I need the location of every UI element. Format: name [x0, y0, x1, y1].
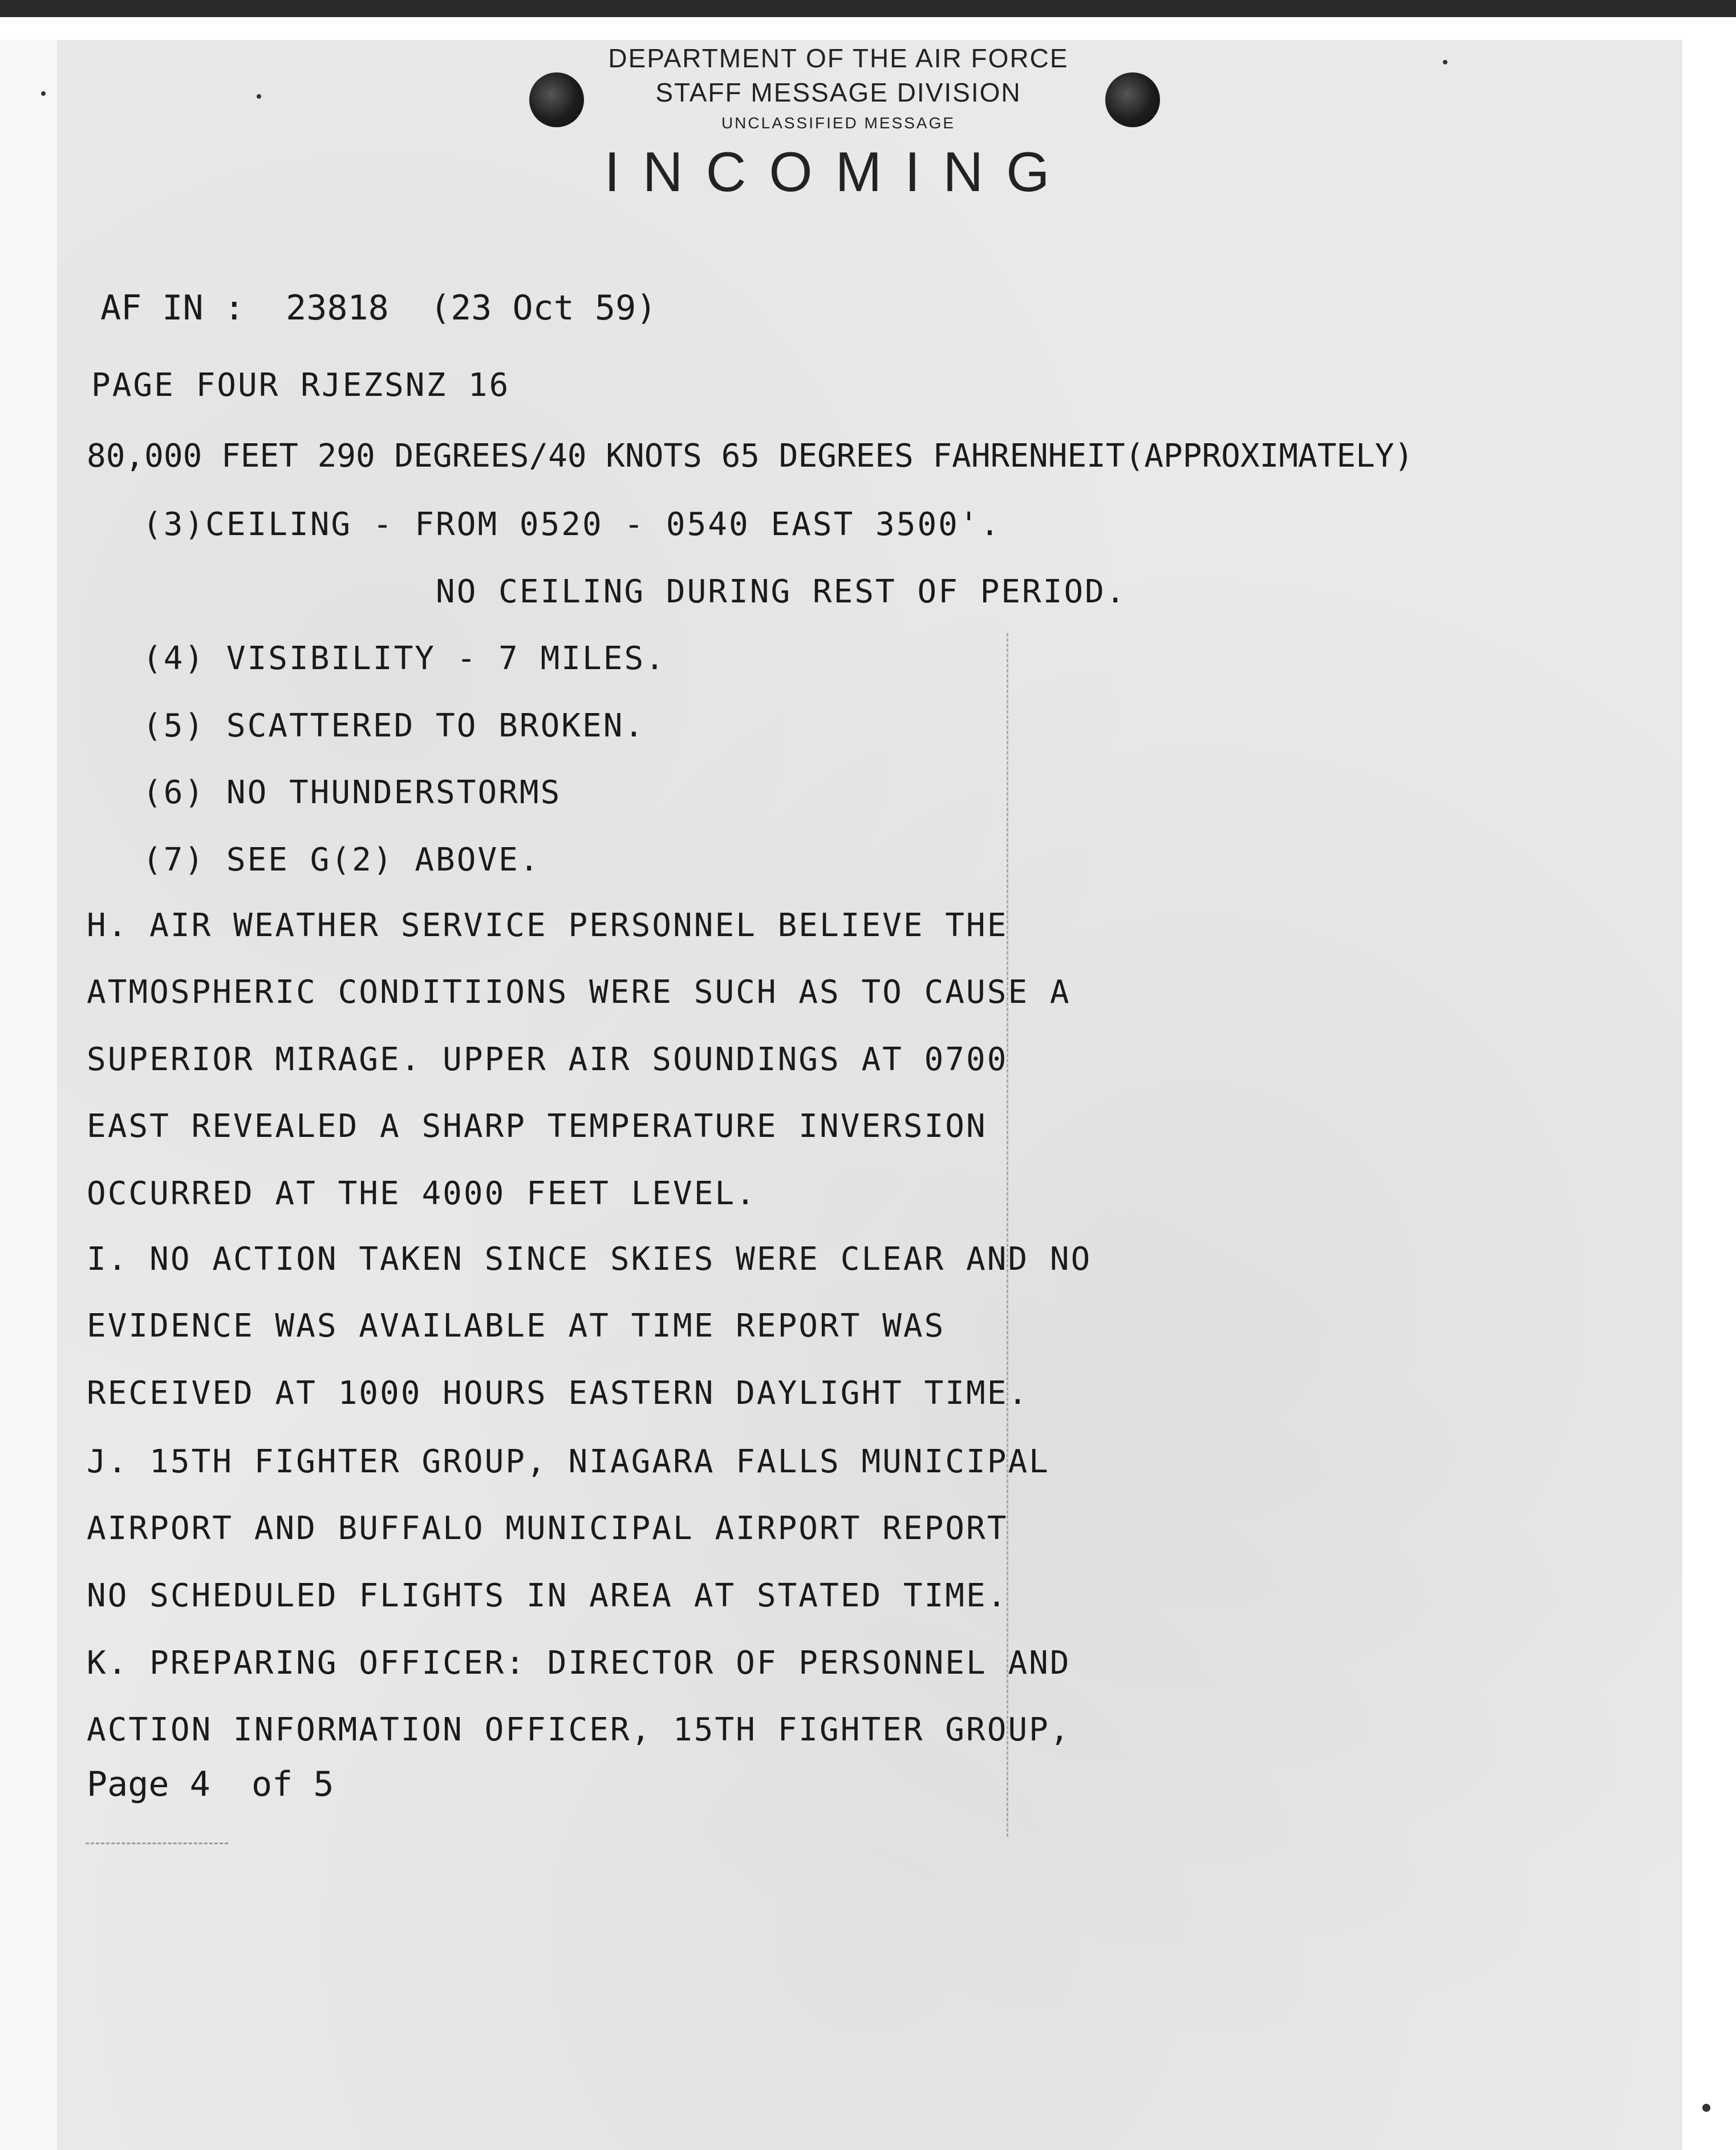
document-sheet — [57, 40, 1682, 2150]
bottom-dashed-mark — [86, 1843, 228, 1844]
message-line: (7) SEE G(2) ABOVE. — [143, 841, 541, 878]
header-incoming: INCOMING — [604, 140, 1073, 203]
message-line: ACTION INFORMATION OFFICER, 15TH FIGHTER GROUP, — [87, 1711, 1071, 1748]
message-line: PAGE FOUR RJEZSNZ 16 — [91, 367, 510, 404]
message-line: (6) NO THUNDERSTORMS — [143, 774, 562, 811]
scan-speck — [257, 94, 261, 99]
header-department: DEPARTMENT OF THE AIR FORCE — [608, 43, 1069, 73]
scan-left-margin — [0, 40, 57, 2150]
message-line: OCCURRED AT THE 4000 FEET LEVEL. — [87, 1175, 757, 1212]
message-line: H. AIR WEATHER SERVICE PERSONNEL BELIEVE THE — [87, 907, 1008, 944]
af-in-reference: AF IN : 23818 (23 Oct 59) — [100, 288, 657, 328]
message-line: AIRPORT AND BUFFALO MUNICIPAL AIRPORT REPORT — [87, 1510, 1008, 1547]
message-line: EAST REVEALED A SHARP TEMPERATURE INVERSION — [87, 1108, 987, 1145]
message-line: SUPERIOR MIRAGE. UPPER AIR SOUNDINGS AT 0700 — [87, 1041, 1008, 1078]
message-line: ATMOSPHERIC CONDITIIONS WERE SUCH AS TO CAUSE A — [87, 974, 1071, 1011]
message-line: NO CEILING DURING REST OF PERIOD. — [436, 573, 1127, 610]
message-line: RECEIVED AT 1000 HOURS EASTERN DAYLIGHT TIME. — [87, 1375, 1029, 1412]
scan-speck — [41, 91, 46, 96]
message-line: J. 15TH FIGHTER GROUP, NIAGARA FALLS MUNICIPAL — [87, 1443, 1050, 1480]
page-number: Page 4 of 5 — [87, 1764, 334, 1804]
message-line: NO SCHEDULED FLIGHTS IN AREA AT STATED TIME. — [87, 1577, 1008, 1614]
scan-top-border — [0, 0, 1736, 17]
scan-speck — [1443, 60, 1447, 64]
message-line: 80,000 FEET 290 DEGREES/40 KNOTS 65 DEGREES FAHRENHEIT(APPROXIMATELY) — [87, 438, 1414, 475]
message-line: K. PREPARING OFFICER: DIRECTOR OF PERSONNEL AND — [87, 1645, 1071, 1682]
header-division: STAFF MESSAGE DIVISION — [655, 78, 1021, 107]
message-line: I. NO ACTION TAKEN SINCE SKIES WERE CLEAR AND NO — [87, 1241, 1092, 1278]
header-classification: UNCLASSIFIED MESSAGE — [721, 114, 956, 132]
punch-hole-right — [1105, 72, 1160, 127]
message-line: (5) SCATTERED TO BROKEN. — [143, 707, 646, 744]
message-line: EVIDENCE WAS AVAILABLE AT TIME REPORT WAS — [87, 1307, 946, 1345]
message-line: (4) VISIBILITY - 7 MILES. — [143, 640, 666, 677]
message-line: (3)CEILING - FROM 0520 - 0540 EAST 3500'. — [143, 506, 1001, 543]
scan-speck — [1702, 2104, 1710, 2112]
